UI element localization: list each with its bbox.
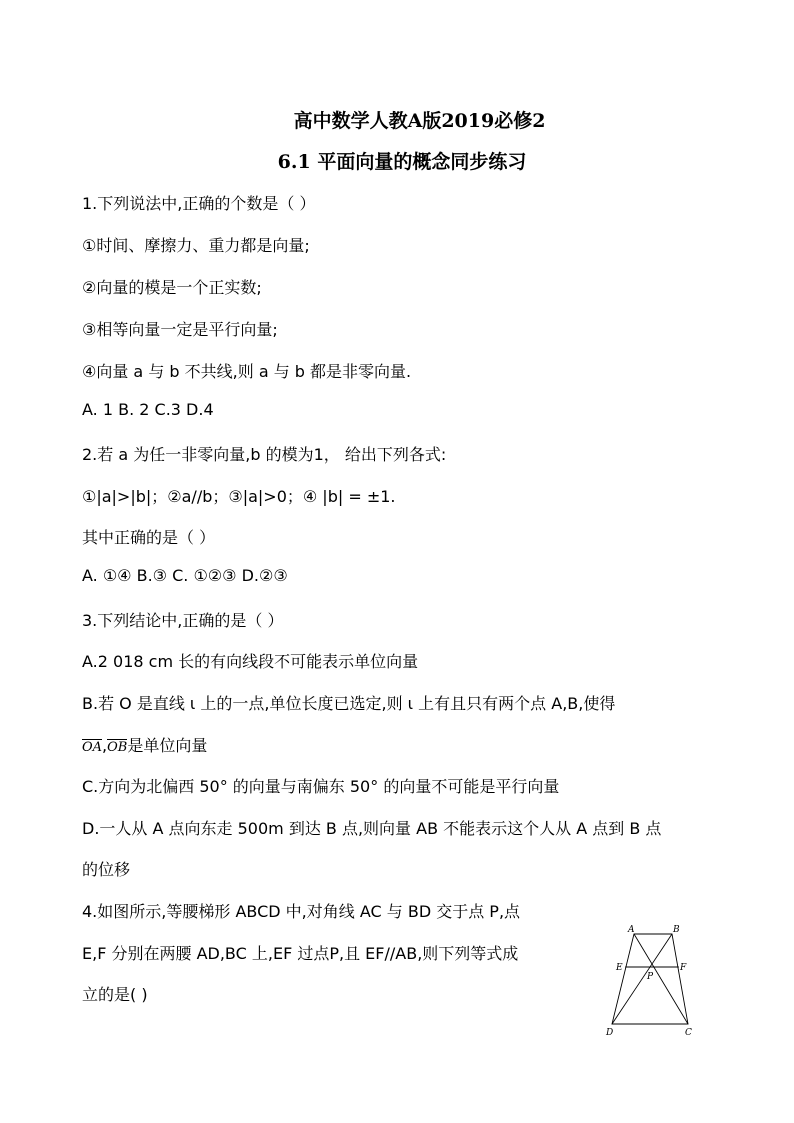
q1-stem: 1.下列说法中,正确的个数是（ ） [82,194,316,213]
q1-options: A. 1 B. 2 C.3 D.4 [82,400,214,419]
q3-option-a: A.2 018 cm 长的有向线段不可能表示单位向量 [82,652,419,671]
q3-option-b-line1: B.若 O 是直线 ι 上的一点,单位长度已选定,则 ι 上有且只有两个点 A,B,使得 [82,694,616,713]
q2-options: A. ①④ B.③ C. ①②③ D.②③ [82,566,288,585]
q4-line-3: 立的是( ) [82,985,148,1004]
q4-line-1: 4.如图所示,等腰梯形 ABCD 中,对角线 AC 与 BD 交于点 P,点 [82,902,521,921]
vector-oa: OA [82,740,103,755]
q1-statement-2: ②向量的模是一个正实数; [82,278,262,297]
q3-option-b-tail: 是单位向量 [127,736,208,755]
q1-statement-1: ①时间、摩擦力、重力都是向量; [82,236,310,255]
q3-option-c: C.方向为北偏西 50° 的向量与南偏东 50° 的向量不可能是平行向量 [82,777,560,796]
vector-ob: OB [107,740,128,755]
q2-stem: 2.若 a 为任一非零向量,b 的模为1， 给出下列各式: [82,445,447,464]
label-f: F [680,963,687,973]
document-subtitle: 6.1 平面向量的概念同步练习 [277,151,527,173]
q2-ask: 其中正确的是（ ） [82,528,216,547]
label-b: B [673,925,680,935]
q3-option-d-line1: D.一人从 A 点向东走 500m 到达 B 点,则向量 AB 不能表示这个人从 A 点到 B 点 [82,819,662,838]
q3-stem: 3.下列结论中,正确的是（ ） [82,611,284,630]
label-e: E [616,963,623,973]
q2-items: ①|a|>|b|；②a//b；③|a|>0；④ |b| = ±1. [82,487,396,506]
q3-option-d-line2: 的位移 [82,860,131,879]
label-d: D [606,1028,614,1037]
document-title: 高中数学人教A版2019必修2 [293,110,546,132]
q1-statement-4: ④向量 a 与 b 不共线,则 a 与 b 都是非零向量. [82,362,412,381]
q4-line-2: E,F 分别在两腰 AD,BC 上,EF 过点P,且 EF//AB,则下列等式成 [82,944,519,963]
label-c: C [685,1028,692,1037]
q1-statement-3: ③相等向量一定是平行向量; [82,320,278,339]
q3-option-b-line2: OA,OB是单位向量 [82,736,208,755]
trapezoid-figure [602,922,694,1037]
label-p: P [647,972,654,982]
label-a: A [628,925,635,935]
